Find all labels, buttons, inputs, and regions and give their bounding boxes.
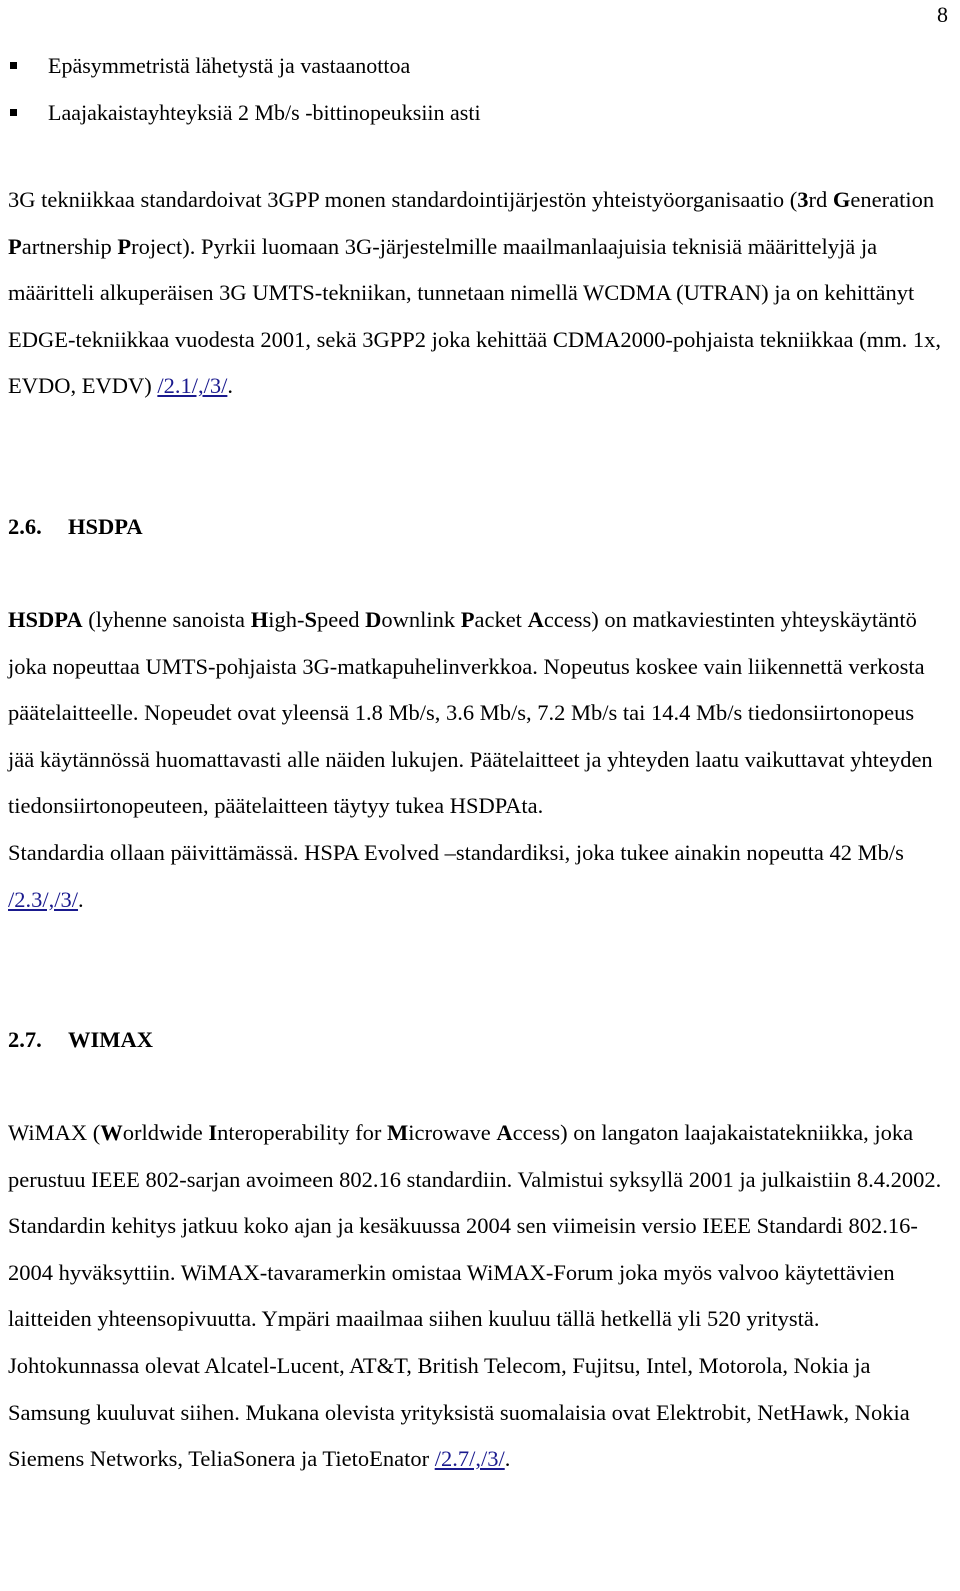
reference-link[interactable]: /2.7/,/3/ [434,1446,505,1472]
list-item [10,42,940,89]
bullet-list [10,42,940,136]
section-heading-wimax [8,1025,153,1055]
list-item [10,89,940,136]
bullet-text: Laajakaistayhteyksiä 2 Mb/s -bittinopeuksiin asti [48,99,481,125]
paragraph-wimax: WiMAX (Worldwide Interoperability for Microwave Access) on langaton laajakaistatekniikka, joka perustuu IEEE 802-sarjan avoimeen 802.16 standardiin. Valmistui syksyllä 2001 ja julkaistiin 8.4.2002. Standardin kehitys jatkuu koko ajan ja kesäkuussa 2004 sen viimeisin versio IEEE Standardi 802.16-2004 hyväksyttiin. WiMAX-tavaramerkin omistaa WiMAX-Forum joka myös valvoo käytettävien laitteiden yhteensopivuutta. Ympäri maailmaa siihen kuuluu tällä hetkellä yli 520 yritystä. Johtokunnassa olevat Alcatel-Lucent, AT&T, British Telecom, Fujitsu, Intel, Motorola, Nokia ja Samsung kuuluvat siihen. Mukana olevista yrityksistä suomalaisia ovat Elektrobit, NetHawk, Nokia Siemens Networks, TeliaSonera ja TietoEnator /2.7/,/3/. [8,1120,942,1472]
reference-link[interactable]: /2.3/,/3/ [8,886,79,912]
paragraph-hsdpa: HSDPA (lyhenne sanoista High-Speed Downlink Packet Access) on matkaviestinten yhteyskäytäntö joka nopeuttaa UMTS-pohjaista 3G-matkapuhelinverkkoa. Nopeutus koskee vain liikennettä verkosta päätelaitteelle. Nopeudet ovat yleensä 1.8 Mb/s, 3.6 Mb/s, 7.2 Mb/s tai 14.4 Mb/s tiedonsiirtonopeus jää käytännössä huomattavasti alle näiden lukujen. Päätelaitteet ja yhteyden laatu vaikuttavat yhteyden tiedonsiirtonopeuteen, päätelaitteen täytyy tukea HSDPAta. Standardia ollaan päivittämässä. HSPA Evolved –standardiksi, joka tukee ainakin nopeutta 42 Mb/s /2.3/,/3/. [8,607,933,912]
square-bullet-icon [10,62,17,69]
section-number: 2.6. [8,514,42,539]
paragraph-3gpp: 3G tekniikkaa standardoivat 3GPP monen standardointijärjestön yhteistyöorganisaatio (3rd Generation Partnership Project). Pyrkii luomaan 3G-järjestelmille maailmanlaajuisia teknisiä määrittelyjä ja määritteli alkuperäisen 3G UMTS-tekniikan, tunnetaan nimellä WCDMA (UTRAN) ja on kehittänyt EDGE-tekniikkaa vuodesta 2001, sekä 3GPP2 joka kehittää CDMA2000-pohjaista tekniikkaa (mm. 1x, EVDO, EVDV) /2.1/,/3/. [8,187,941,399]
section-number: 2.7. [8,1027,42,1052]
reference-link[interactable]: /2.1/,/3/ [157,373,228,399]
bullet-text: Epäsymmetristä lähetystä ja vastaanottoa [48,52,411,78]
page-number: 8 [937,2,948,27]
section-title: HSDPA [68,514,143,539]
section-title: WIMAX [68,1027,153,1052]
section-heading-hsdpa [8,512,143,542]
square-bullet-icon [10,109,17,116]
